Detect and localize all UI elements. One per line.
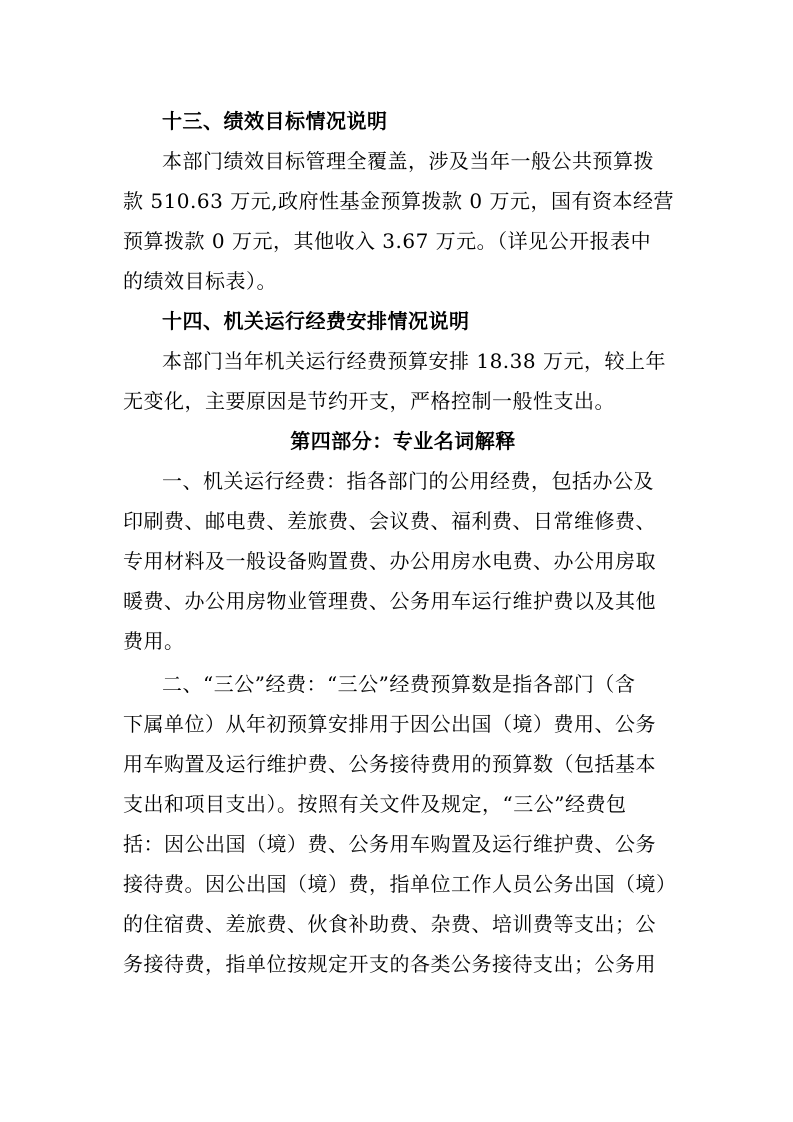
paragraph-line: 无变化，主要原因是节约开支，严格控制一般性支出。 xyxy=(123,389,615,413)
paragraph-line: 印刷费、邮电费、差旅费、会议费、福利费、日常维修费、 xyxy=(123,509,656,533)
paragraph-line: 一、机关运行经费：指各部门的公用经费，包括办公及 xyxy=(162,469,654,493)
paragraph-line: 的住宿费、差旅费、伙食补助费、杂费、培训费等支出；公 xyxy=(123,912,656,936)
paragraph-line: 接待费。因公出国（境）费，指单位工作人员公务出国（境） xyxy=(123,872,677,896)
paragraph-line: 务接待费，指单位按规定开支的各类公务接待支出；公务用 xyxy=(123,952,656,976)
paragraph-line: 本部门当年机关运行经费预算安排 18.38 万元，较上年 xyxy=(162,349,666,373)
paragraph-line: 费用。 xyxy=(123,629,185,653)
part-heading: 第四部分：专业名词解释 xyxy=(290,429,516,453)
paragraph-line: 下属单位）从年初预算安排用于因公出国（境）费用、公务 xyxy=(123,712,656,736)
paragraph-line: 用车购置及运行维护费、公务接待费用的预算数（包括基本 xyxy=(123,752,656,776)
paragraph-line: 款 510.63 万元,政府性基金预算拨款 0 万元，国有资本经营 xyxy=(123,189,674,213)
paragraph-line: 二、“三公”经费：“三公”经费预算数是指各部门（含 xyxy=(162,672,636,696)
section-heading-13: 十三、绩效目标情况说明 xyxy=(162,109,388,133)
paragraph-line: 本部门绩效目标管理全覆盖，涉及当年一般公共预算拨 xyxy=(162,149,654,173)
paragraph-line: 专用材料及一般设备购置费、办公用房水电费、办公用房取 xyxy=(123,549,656,573)
paragraph-line: 支出和项目支出）。按照有关文件及规定，“三公”经费包 xyxy=(123,792,627,816)
paragraph-line: 的绩效目标表）。 xyxy=(123,269,277,293)
paragraph-line: 暖费、办公用房物业管理费、公务用车运行维护费以及其他 xyxy=(123,589,656,613)
section-heading-14: 十四、机关运行经费安排情况说明 xyxy=(162,309,470,333)
paragraph-line: 括：因公出国（境）费、公务用车购置及运行维护费、公务 xyxy=(123,832,656,856)
paragraph-line: 预算拨款 0 万元，其他收入 3.67 万元。（详见公开报表中 xyxy=(123,229,652,253)
